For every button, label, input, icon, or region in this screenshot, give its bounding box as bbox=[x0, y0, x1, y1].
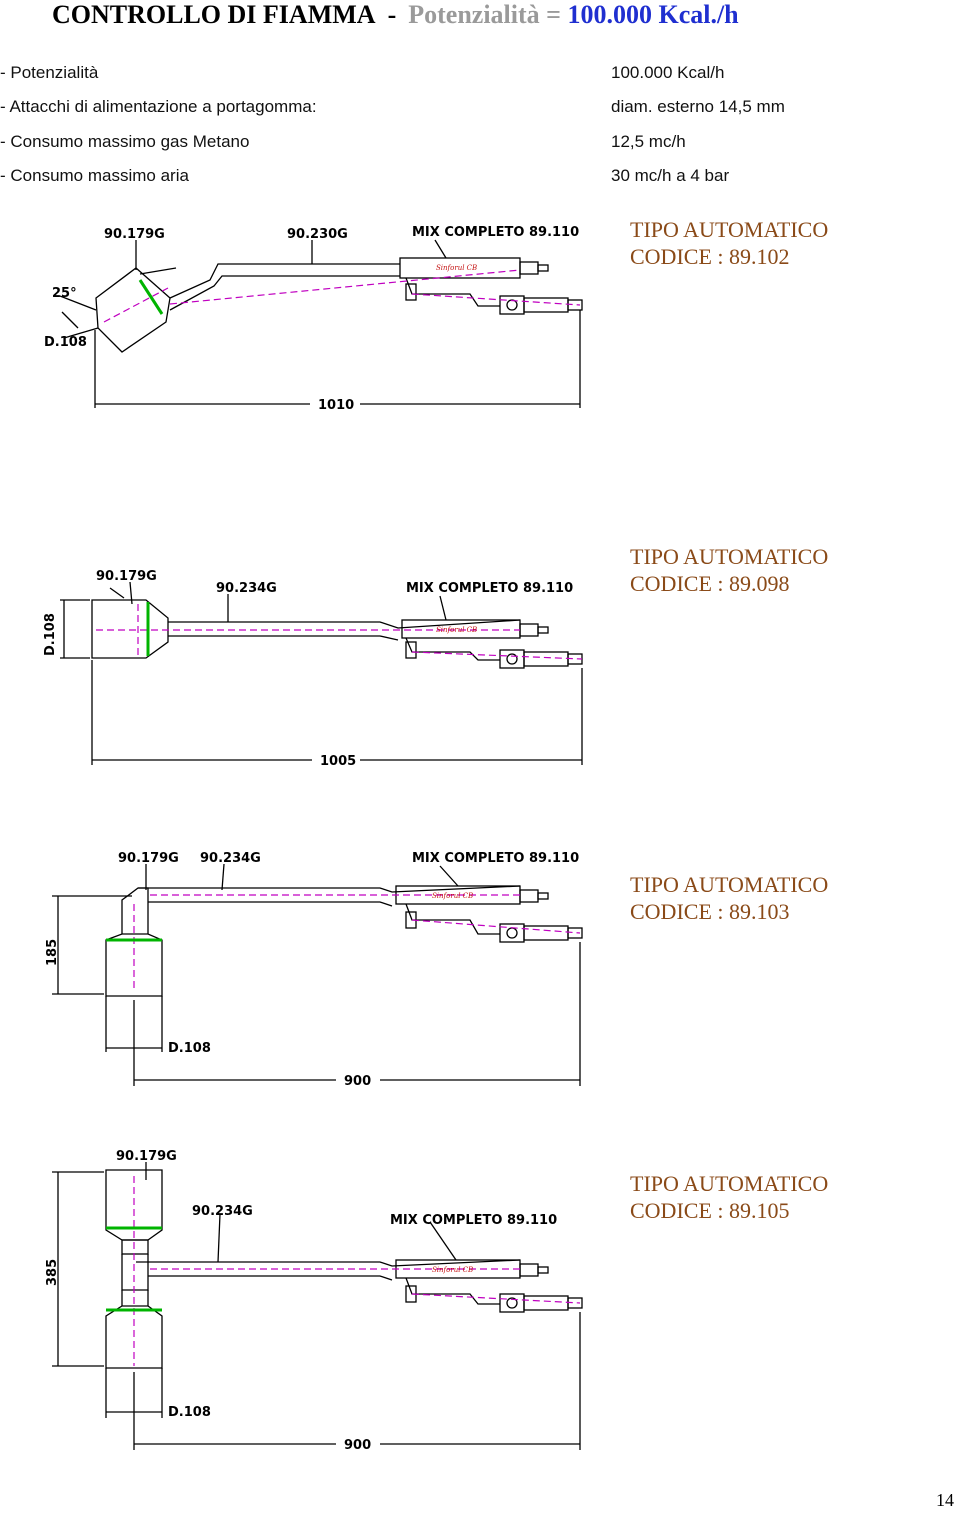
diameter-label: D.108 bbox=[43, 613, 58, 656]
spec-row-consumo-aria bbox=[0, 166, 960, 190]
part-label-burner: 90.179G bbox=[116, 1149, 177, 1164]
code-label: CODICE : 89.105 bbox=[630, 1198, 790, 1223]
length-label: 1010 bbox=[318, 398, 355, 413]
spec-value: 30 mc/h a 4 bar bbox=[611, 166, 730, 185]
part-label-tube: 90.234G bbox=[200, 851, 261, 866]
spec-row-attacchi bbox=[0, 97, 960, 121]
part-label-mix: MIX COMPLETO 89.110 bbox=[412, 225, 580, 240]
part-label-tube: 90.234G bbox=[216, 581, 277, 596]
height-label: 385 bbox=[45, 1258, 60, 1286]
part-label-tube: 90.230G bbox=[287, 227, 348, 242]
tipo-label-89-103 bbox=[630, 871, 828, 925]
spec-value: diam. esterno 14,5 mm bbox=[611, 97, 785, 116]
title-value: 100.000 Kcal./h bbox=[567, 0, 739, 29]
brand-text: Sinforul CB bbox=[436, 264, 478, 272]
spec-label: - Consumo massimo aria bbox=[0, 166, 189, 185]
burner-drawing bbox=[0, 560, 620, 780]
title-separator: - bbox=[387, 0, 397, 29]
code-label: CODICE : 89.103 bbox=[630, 899, 790, 924]
title-subtitle: Potenzialità = bbox=[408, 0, 561, 29]
burner-drawing bbox=[0, 1140, 620, 1460]
tipo-label-89-105 bbox=[630, 1170, 828, 1224]
drawing-89-105 bbox=[0, 1140, 620, 1460]
part-label-mix: MIX COMPLETO 89.110 bbox=[412, 851, 580, 866]
part-label-burner: 90.179G bbox=[118, 851, 179, 866]
drawing-89-102 bbox=[0, 210, 620, 420]
type-label: TIPO AUTOMATICO bbox=[630, 872, 829, 897]
height-label: 185 bbox=[45, 938, 60, 966]
part-label-mix: MIX COMPLETO 89.110 bbox=[406, 581, 574, 596]
page-title bbox=[52, 0, 739, 30]
diameter-label: D.108 bbox=[168, 1041, 211, 1056]
diameter-label: D.108 bbox=[44, 335, 87, 350]
spec-value: 100.000 Kcal/h bbox=[611, 63, 725, 82]
code-label: CODICE : 89.098 bbox=[630, 571, 790, 596]
brand-text: Sinforul CB bbox=[432, 892, 474, 900]
burner-head bbox=[92, 600, 168, 658]
spec-label: - Potenzialità bbox=[0, 63, 99, 82]
weld-mark bbox=[140, 280, 162, 314]
type-label: TIPO AUTOMATICO bbox=[630, 1171, 829, 1196]
valve-body bbox=[500, 650, 524, 668]
spec-label: - Attacchi di alimentazione a portagomma: bbox=[0, 97, 317, 116]
length-label: 1005 bbox=[320, 754, 357, 769]
length-label: 900 bbox=[344, 1438, 372, 1453]
drawing-89-098 bbox=[0, 560, 620, 780]
type-label: TIPO AUTOMATICO bbox=[630, 217, 829, 242]
brand-text: Sinforul CB bbox=[432, 1266, 474, 1274]
angle-label: 25° bbox=[52, 286, 77, 301]
spec-row-potenzialita bbox=[0, 63, 960, 87]
length-label: 900 bbox=[344, 1074, 372, 1089]
burner-drawing bbox=[0, 842, 620, 1092]
part-label-tube: 90.234G bbox=[192, 1204, 253, 1219]
tipo-label-89-102 bbox=[630, 216, 828, 270]
brand-text: Sinforul CB bbox=[436, 626, 478, 634]
tipo-label-89-098 bbox=[630, 543, 828, 597]
burner-drawing bbox=[0, 210, 620, 420]
valve-body bbox=[500, 1294, 524, 1312]
code-label: CODICE : 89.102 bbox=[630, 244, 790, 269]
page-number: 14 bbox=[936, 1490, 954, 1510]
drawing-89-103 bbox=[0, 842, 620, 1092]
type-label: TIPO AUTOMATICO bbox=[630, 544, 829, 569]
spec-row-consumo-gas bbox=[0, 132, 960, 156]
diameter-label: D.108 bbox=[168, 1405, 211, 1420]
spec-label: - Consumo massimo gas Metano bbox=[0, 132, 250, 151]
part-label-burner: 90.179G bbox=[104, 227, 165, 242]
part-label-mix: MIX COMPLETO 89.110 bbox=[390, 1213, 558, 1228]
part-label-burner: 90.179G bbox=[96, 569, 157, 584]
valve-body bbox=[500, 296, 524, 314]
title-main: CONTROLLO DI FIAMMA bbox=[52, 0, 376, 29]
spec-value: 12,5 mc/h bbox=[611, 132, 686, 151]
